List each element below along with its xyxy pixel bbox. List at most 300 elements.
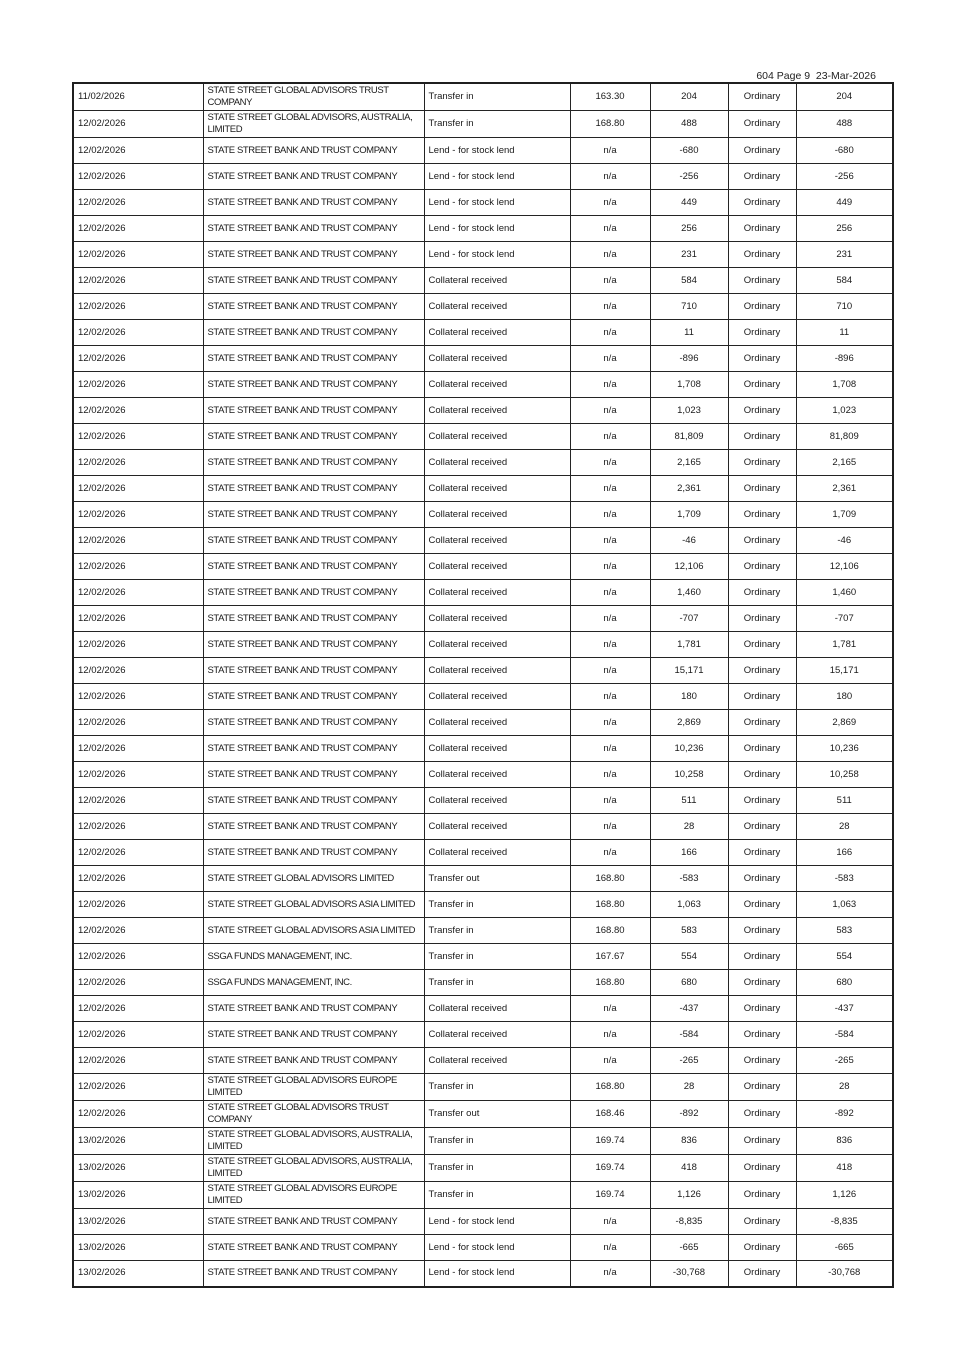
cell-date: 12/02/2026 — [73, 788, 203, 814]
cell-price: n/a — [570, 346, 650, 372]
cell-quantity2: -265 — [796, 1048, 893, 1074]
cell-quantity2: 256 — [796, 216, 893, 242]
table-row — [73, 970, 893, 996]
cell-nature: Collateral received — [424, 684, 570, 710]
cell-class: Ordinary — [728, 892, 796, 918]
cell-date: 12/02/2026 — [73, 1074, 203, 1101]
cell-quantity2: 204 — [796, 83, 893, 111]
cell-quantity: 488 — [650, 111, 728, 138]
cell-date: 12/02/2026 — [73, 1101, 203, 1128]
table-row — [73, 996, 893, 1022]
cell-price: n/a — [570, 164, 650, 190]
cell-class: Ordinary — [728, 1022, 796, 1048]
cell-price: 169.74 — [570, 1155, 650, 1182]
cell-holder: STATE STREET GLOBAL ADVISORS LIMITED — [203, 866, 424, 892]
cell-date: 11/02/2026 — [73, 83, 203, 111]
cell-date: 12/02/2026 — [73, 684, 203, 710]
transactions-table — [72, 82, 894, 1288]
cell-quantity2: -665 — [796, 1235, 893, 1261]
cell-class: Ordinary — [728, 996, 796, 1022]
cell-class: Ordinary — [728, 580, 796, 606]
cell-holder: STATE STREET BANK AND TRUST COMPANY — [203, 658, 424, 684]
table-row — [73, 1235, 893, 1261]
cell-class: Ordinary — [728, 918, 796, 944]
cell-quantity: 511 — [650, 788, 728, 814]
table-row — [73, 476, 893, 502]
cell-holder: STATE STREET BANK AND TRUST COMPANY — [203, 606, 424, 632]
cell-quantity: 28 — [650, 1074, 728, 1101]
table-row — [73, 632, 893, 658]
cell-class: Ordinary — [728, 1155, 796, 1182]
cell-holder: STATE STREET BANK AND TRUST COMPANY — [203, 1209, 424, 1235]
cell-quantity: 180 — [650, 684, 728, 710]
cell-quantity2: 231 — [796, 242, 893, 268]
cell-quantity2: -437 — [796, 996, 893, 1022]
cell-quantity: -8,835 — [650, 1209, 728, 1235]
table-row — [73, 294, 893, 320]
cell-class: Ordinary — [728, 424, 796, 450]
cell-quantity2: 1,063 — [796, 892, 893, 918]
cell-quantity2: 511 — [796, 788, 893, 814]
cell-quantity: 15,171 — [650, 658, 728, 684]
cell-holder: STATE STREET GLOBAL ADVISORS ASIA LIMITED — [203, 892, 424, 918]
cell-class: Ordinary — [728, 216, 796, 242]
cell-price: n/a — [570, 840, 650, 866]
cell-class: Ordinary — [728, 840, 796, 866]
cell-nature: Transfer out — [424, 1101, 570, 1128]
cell-quantity2: -30,768 — [796, 1261, 893, 1287]
cell-holder: STATE STREET BANK AND TRUST COMPANY — [203, 528, 424, 554]
cell-date: 12/02/2026 — [73, 762, 203, 788]
cell-price: n/a — [570, 788, 650, 814]
cell-nature: Collateral received — [424, 762, 570, 788]
cell-price: n/a — [570, 554, 650, 580]
cell-date: 12/02/2026 — [73, 320, 203, 346]
cell-quantity2: 1,023 — [796, 398, 893, 424]
cell-holder: STATE STREET BANK AND TRUST COMPANY — [203, 1261, 424, 1287]
cell-holder: STATE STREET BANK AND TRUST COMPANY — [203, 164, 424, 190]
cell-quantity: 1,708 — [650, 372, 728, 398]
table-row — [73, 320, 893, 346]
cell-holder: STATE STREET BANK AND TRUST COMPANY — [203, 346, 424, 372]
cell-nature: Collateral received — [424, 346, 570, 372]
table-row — [73, 840, 893, 866]
cell-nature: Collateral received — [424, 736, 570, 762]
cell-date: 12/02/2026 — [73, 840, 203, 866]
cell-quantity: -46 — [650, 528, 728, 554]
cell-quantity2: -896 — [796, 346, 893, 372]
cell-nature: Collateral received — [424, 814, 570, 840]
table-row — [73, 111, 893, 138]
table-row — [73, 1101, 893, 1128]
cell-class: Ordinary — [728, 138, 796, 164]
cell-quantity: -437 — [650, 996, 728, 1022]
cell-price: 168.80 — [570, 892, 650, 918]
cell-nature: Collateral received — [424, 372, 570, 398]
cell-quantity: -680 — [650, 138, 728, 164]
cell-quantity: -30,768 — [650, 1261, 728, 1287]
cell-date: 12/02/2026 — [73, 216, 203, 242]
table-row — [73, 658, 893, 684]
cell-price: n/a — [570, 1261, 650, 1287]
cell-nature: Collateral received — [424, 450, 570, 476]
cell-date: 12/02/2026 — [73, 424, 203, 450]
cell-quantity2: 81,809 — [796, 424, 893, 450]
cell-class: Ordinary — [728, 111, 796, 138]
cell-date: 12/02/2026 — [73, 190, 203, 216]
cell-holder: STATE STREET GLOBAL ADVISORS, AUSTRALIA, LIMITED — [203, 1155, 424, 1182]
cell-price: 169.74 — [570, 1182, 650, 1209]
cell-holder: STATE STREET GLOBAL ADVISORS EUROPE LIMITED — [203, 1182, 424, 1209]
cell-class: Ordinary — [728, 606, 796, 632]
cell-quantity2: 1,781 — [796, 632, 893, 658]
cell-class: Ordinary — [728, 1209, 796, 1235]
cell-price: n/a — [570, 502, 650, 528]
table-row — [73, 398, 893, 424]
cell-class: Ordinary — [728, 632, 796, 658]
cell-quantity: 11 — [650, 320, 728, 346]
table-row — [73, 424, 893, 450]
cell-date: 12/02/2026 — [73, 554, 203, 580]
cell-holder: STATE STREET BANK AND TRUST COMPANY — [203, 684, 424, 710]
cell-holder: STATE STREET BANK AND TRUST COMPANY — [203, 476, 424, 502]
cell-holder: STATE STREET BANK AND TRUST COMPANY — [203, 450, 424, 476]
cell-quantity: 554 — [650, 944, 728, 970]
cell-date: 12/02/2026 — [73, 814, 203, 840]
cell-class: Ordinary — [728, 83, 796, 111]
cell-date: 12/02/2026 — [73, 996, 203, 1022]
cell-price: 168.80 — [570, 866, 650, 892]
table-row — [73, 892, 893, 918]
cell-quantity2: 1,460 — [796, 580, 893, 606]
cell-quantity: 81,809 — [650, 424, 728, 450]
cell-class: Ordinary — [728, 528, 796, 554]
cell-quantity: 10,258 — [650, 762, 728, 788]
cell-quantity2: -8,835 — [796, 1209, 893, 1235]
table-row — [73, 1155, 893, 1182]
cell-price: n/a — [570, 736, 650, 762]
cell-nature: Collateral received — [424, 554, 570, 580]
cell-quantity2: 418 — [796, 1155, 893, 1182]
table-row — [73, 736, 893, 762]
cell-nature: Collateral received — [424, 632, 570, 658]
cell-quantity: 1,709 — [650, 502, 728, 528]
cell-class: Ordinary — [728, 320, 796, 346]
cell-date: 12/02/2026 — [73, 606, 203, 632]
cell-price: n/a — [570, 372, 650, 398]
cell-date: 12/02/2026 — [73, 918, 203, 944]
cell-class: Ordinary — [728, 814, 796, 840]
cell-quantity2: 1,126 — [796, 1182, 893, 1209]
cell-date: 13/02/2026 — [73, 1155, 203, 1182]
cell-quantity2: -707 — [796, 606, 893, 632]
cell-quantity: -896 — [650, 346, 728, 372]
cell-class: Ordinary — [728, 1235, 796, 1261]
table-row — [73, 268, 893, 294]
cell-quantity2: 584 — [796, 268, 893, 294]
cell-price: 168.46 — [570, 1101, 650, 1128]
cell-date: 13/02/2026 — [73, 1261, 203, 1287]
cell-holder: STATE STREET GLOBAL ADVISORS, AUSTRALIA, LIMITED — [203, 111, 424, 138]
cell-holder: STATE STREET BANK AND TRUST COMPANY — [203, 710, 424, 736]
cell-nature: Collateral received — [424, 1048, 570, 1074]
table-row — [73, 944, 893, 970]
cell-holder: STATE STREET BANK AND TRUST COMPANY — [203, 736, 424, 762]
cell-date: 12/02/2026 — [73, 294, 203, 320]
cell-holder: STATE STREET BANK AND TRUST COMPANY — [203, 996, 424, 1022]
table-row — [73, 1261, 893, 1287]
cell-nature: Collateral received — [424, 424, 570, 450]
cell-quantity2: 836 — [796, 1128, 893, 1155]
cell-date: 12/02/2026 — [73, 892, 203, 918]
cell-class: Ordinary — [728, 346, 796, 372]
cell-class: Ordinary — [728, 164, 796, 190]
cell-price: n/a — [570, 684, 650, 710]
cell-holder: STATE STREET GLOBAL ADVISORS TRUST COMPANY — [203, 83, 424, 111]
cell-class: Ordinary — [728, 970, 796, 996]
cell-quantity: 710 — [650, 294, 728, 320]
cell-date: 12/02/2026 — [73, 710, 203, 736]
cell-class: Ordinary — [728, 788, 796, 814]
cell-nature: Collateral received — [424, 294, 570, 320]
cell-quantity: 2,361 — [650, 476, 728, 502]
cell-quantity2: 1,708 — [796, 372, 893, 398]
cell-class: Ordinary — [728, 476, 796, 502]
cell-nature: Lend - for stock lend — [424, 1209, 570, 1235]
cell-holder: STATE STREET GLOBAL ADVISORS EUROPE LIMITED — [203, 1074, 424, 1101]
cell-quantity: 1,023 — [650, 398, 728, 424]
page-header — [750, 57, 876, 83]
cell-holder: STATE STREET BANK AND TRUST COMPANY — [203, 320, 424, 346]
cell-quantity2: -583 — [796, 866, 893, 892]
cell-class: Ordinary — [728, 190, 796, 216]
cell-holder: STATE STREET BANK AND TRUST COMPANY — [203, 1022, 424, 1048]
cell-quantity2: 554 — [796, 944, 893, 970]
cell-nature: Transfer out — [424, 866, 570, 892]
table-row — [73, 502, 893, 528]
cell-quantity: -583 — [650, 866, 728, 892]
cell-price: 168.80 — [570, 918, 650, 944]
cell-quantity: 2,165 — [650, 450, 728, 476]
cell-nature: Lend - for stock lend — [424, 138, 570, 164]
table-row — [73, 814, 893, 840]
cell-quantity: 231 — [650, 242, 728, 268]
cell-price: n/a — [570, 320, 650, 346]
cell-nature: Collateral received — [424, 580, 570, 606]
cell-class: Ordinary — [728, 1261, 796, 1287]
cell-price: 168.80 — [570, 111, 650, 138]
cell-price: n/a — [570, 216, 650, 242]
cell-nature: Collateral received — [424, 268, 570, 294]
cell-class: Ordinary — [728, 554, 796, 580]
cell-nature: Transfer in — [424, 918, 570, 944]
cell-date: 12/02/2026 — [73, 1048, 203, 1074]
cell-holder: SSGA FUNDS MANAGEMENT, INC. — [203, 944, 424, 970]
cell-quantity2: 488 — [796, 111, 893, 138]
cell-nature: Lend - for stock lend — [424, 190, 570, 216]
cell-nature: Collateral received — [424, 528, 570, 554]
cell-quantity: 12,106 — [650, 554, 728, 580]
cell-quantity2: 680 — [796, 970, 893, 996]
cell-quantity2: 15,171 — [796, 658, 893, 684]
cell-holder: STATE STREET BANK AND TRUST COMPANY — [203, 242, 424, 268]
cell-quantity: 449 — [650, 190, 728, 216]
cell-date: 12/02/2026 — [73, 476, 203, 502]
cell-nature: Lend - for stock lend — [424, 164, 570, 190]
cell-holder: STATE STREET BANK AND TRUST COMPANY — [203, 190, 424, 216]
cell-class: Ordinary — [728, 242, 796, 268]
cell-quantity: 204 — [650, 83, 728, 111]
table-row — [73, 1074, 893, 1101]
cell-price: 169.74 — [570, 1128, 650, 1155]
cell-quantity2: 2,869 — [796, 710, 893, 736]
cell-holder: STATE STREET GLOBAL ADVISORS, AUSTRALIA, LIMITED — [203, 1128, 424, 1155]
cell-date: 12/02/2026 — [73, 242, 203, 268]
cell-nature: Collateral received — [424, 996, 570, 1022]
cell-price: 167.67 — [570, 944, 650, 970]
cell-date: 12/02/2026 — [73, 528, 203, 554]
cell-quantity2: 2,361 — [796, 476, 893, 502]
cell-quantity2: 583 — [796, 918, 893, 944]
cell-quantity: 1,781 — [650, 632, 728, 658]
cell-nature: Transfer in — [424, 111, 570, 138]
cell-quantity2: -46 — [796, 528, 893, 554]
cell-date: 12/02/2026 — [73, 736, 203, 762]
cell-date: 12/02/2026 — [73, 944, 203, 970]
table-row — [73, 1182, 893, 1209]
cell-nature: Lend - for stock lend — [424, 242, 570, 268]
cell-class: Ordinary — [728, 944, 796, 970]
cell-quantity2: 28 — [796, 814, 893, 840]
cell-date: 12/02/2026 — [73, 372, 203, 398]
cell-quantity: 1,063 — [650, 892, 728, 918]
cell-holder: STATE STREET BANK AND TRUST COMPANY — [203, 398, 424, 424]
cell-quantity: 680 — [650, 970, 728, 996]
table-row — [73, 1209, 893, 1235]
cell-class: Ordinary — [728, 658, 796, 684]
cell-date: 12/02/2026 — [73, 450, 203, 476]
cell-holder: STATE STREET BANK AND TRUST COMPANY — [203, 1048, 424, 1074]
cell-price: n/a — [570, 996, 650, 1022]
table-row — [73, 1128, 893, 1155]
cell-date: 12/02/2026 — [73, 346, 203, 372]
cell-price: 168.80 — [570, 970, 650, 996]
cell-holder: STATE STREET BANK AND TRUST COMPANY — [203, 1235, 424, 1261]
cell-class: Ordinary — [728, 294, 796, 320]
cell-date: 13/02/2026 — [73, 1182, 203, 1209]
cell-price: n/a — [570, 632, 650, 658]
cell-holder: SSGA FUNDS MANAGEMENT, INC. — [203, 970, 424, 996]
cell-price: n/a — [570, 450, 650, 476]
table-row — [73, 684, 893, 710]
cell-class: Ordinary — [728, 1101, 796, 1128]
cell-price: n/a — [570, 268, 650, 294]
cell-holder: STATE STREET BANK AND TRUST COMPANY — [203, 372, 424, 398]
cell-price: n/a — [570, 580, 650, 606]
cell-nature: Collateral received — [424, 606, 570, 632]
cell-price: n/a — [570, 242, 650, 268]
cell-nature: Lend - for stock lend — [424, 216, 570, 242]
page-number-text: 604 Page 9 23-Mar-2026 — [756, 70, 876, 82]
cell-quantity: -707 — [650, 606, 728, 632]
cell-date: 12/02/2026 — [73, 632, 203, 658]
table-row — [73, 216, 893, 242]
cell-holder: STATE STREET BANK AND TRUST COMPANY — [203, 424, 424, 450]
cell-price: n/a — [570, 658, 650, 684]
cell-quantity2: -892 — [796, 1101, 893, 1128]
table-row — [73, 788, 893, 814]
cell-quantity2: -680 — [796, 138, 893, 164]
cell-quantity: -265 — [650, 1048, 728, 1074]
cell-holder: STATE STREET BANK AND TRUST COMPANY — [203, 138, 424, 164]
cell-price: n/a — [570, 814, 650, 840]
cell-holder: STATE STREET BANK AND TRUST COMPANY — [203, 216, 424, 242]
table-row — [73, 606, 893, 632]
cell-price: n/a — [570, 762, 650, 788]
cell-price: n/a — [570, 190, 650, 216]
cell-quantity2: 10,258 — [796, 762, 893, 788]
table-row — [73, 866, 893, 892]
cell-price: n/a — [570, 606, 650, 632]
cell-class: Ordinary — [728, 684, 796, 710]
cell-quantity: 1,126 — [650, 1182, 728, 1209]
table-row — [73, 1048, 893, 1074]
cell-holder: STATE STREET BANK AND TRUST COMPANY — [203, 814, 424, 840]
cell-date: 12/02/2026 — [73, 658, 203, 684]
cell-quantity: -665 — [650, 1235, 728, 1261]
cell-holder: STATE STREET BANK AND TRUST COMPANY — [203, 580, 424, 606]
cell-price: 163.30 — [570, 83, 650, 111]
table-row — [73, 762, 893, 788]
cell-quantity: 2,869 — [650, 710, 728, 736]
cell-nature: Transfer in — [424, 970, 570, 996]
cell-nature: Transfer in — [424, 1074, 570, 1101]
cell-quantity: 836 — [650, 1128, 728, 1155]
cell-price: n/a — [570, 398, 650, 424]
cell-class: Ordinary — [728, 1048, 796, 1074]
cell-class: Ordinary — [728, 1182, 796, 1209]
cell-date: 12/02/2026 — [73, 580, 203, 606]
cell-nature: Collateral received — [424, 788, 570, 814]
cell-class: Ordinary — [728, 1128, 796, 1155]
cell-date: 13/02/2026 — [73, 1209, 203, 1235]
cell-quantity2: 710 — [796, 294, 893, 320]
cell-quantity: -256 — [650, 164, 728, 190]
cell-class: Ordinary — [728, 1074, 796, 1101]
cell-class: Ordinary — [728, 710, 796, 736]
cell-nature: Collateral received — [424, 840, 570, 866]
cell-class: Ordinary — [728, 372, 796, 398]
cell-date: 12/02/2026 — [73, 502, 203, 528]
cell-nature: Lend - for stock lend — [424, 1235, 570, 1261]
table-row — [73, 372, 893, 398]
cell-holder: STATE STREET BANK AND TRUST COMPANY — [203, 632, 424, 658]
cell-price: n/a — [570, 1209, 650, 1235]
cell-class: Ordinary — [728, 398, 796, 424]
table-row — [73, 346, 893, 372]
cell-date: 12/02/2026 — [73, 111, 203, 138]
cell-quantity: 28 — [650, 814, 728, 840]
cell-price: n/a — [570, 424, 650, 450]
table-row — [73, 918, 893, 944]
table-row — [73, 450, 893, 476]
cell-quantity2: -256 — [796, 164, 893, 190]
cell-nature: Collateral received — [424, 710, 570, 736]
cell-date: 12/02/2026 — [73, 164, 203, 190]
table-row — [73, 164, 893, 190]
cell-date: 12/02/2026 — [73, 268, 203, 294]
cell-nature: Collateral received — [424, 1022, 570, 1048]
